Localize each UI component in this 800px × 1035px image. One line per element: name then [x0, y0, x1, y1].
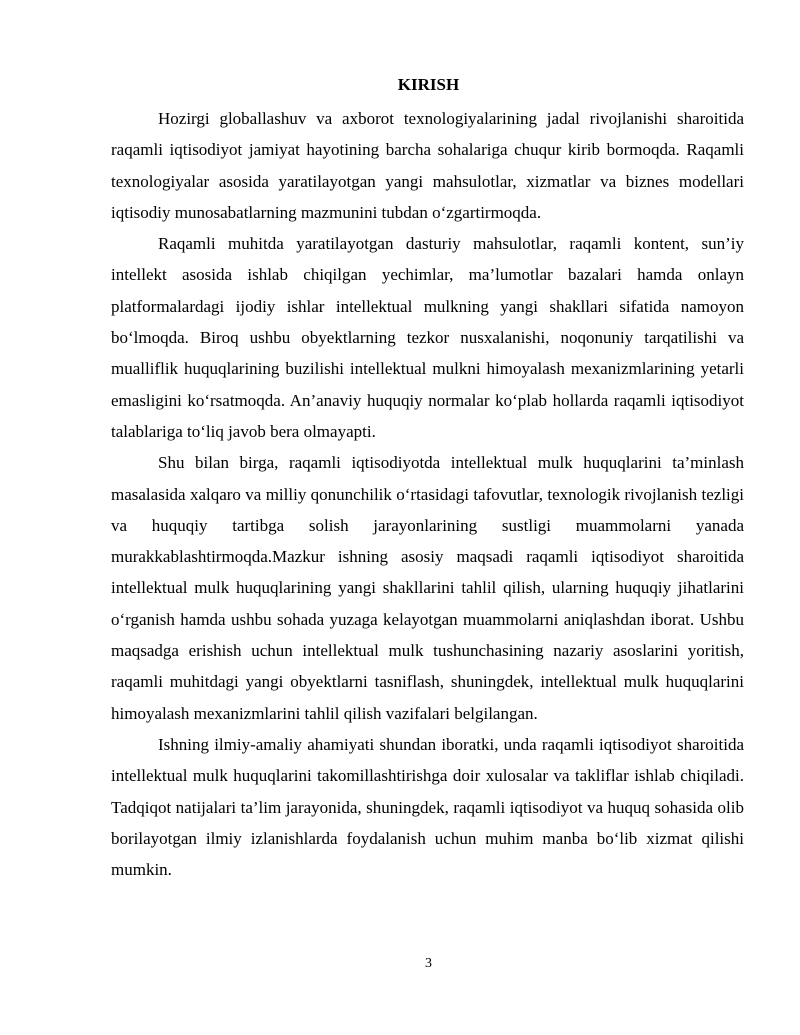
paragraph-1: Hozirgi globallashuv va axborot texnologiyalarining jadal rivojlanishi sharoitida raqamli iqtisodiyot jamiyat hayotining barcha sohalariga chuqur kirib bormoqda. Raqamli texnologiyalar asosida yaratilayotgan yangi mahsulotlar, xizmatlar va biznes modellari iqtisodiy munosabatlarning mazmunini tubdan o‘zgartirmoqda.: [111, 109, 744, 222]
paragraph-4: Ishning ilmiy-amaliy ahamiyati shundan iboratki, unda raqamli iqtisodiyot sharoitida intellektual mulk huquqlarini takomillashtirishga doir xulosalar va takliflar ishlab chiqiladi. Tadqiqot natijalari ta’lim jarayonida, shuningdek, raqamli iqtisodiyot va huquq sohasida olib borilayotgan ilmiy izlanishlarda foydalanish uchun muhim manba bo‘lib xizmat qilishi mumkin.: [111, 734, 744, 880]
paragraph-3: Shu bilan birga, raqamli iqtisodiyotda intellektual mulk huquqlarini ta’minlash masalasida xalqaro va milliy qonunchilik o‘rtasidagi tafovutlar, texnologik rivojlanish tezligi va huquqiy tartibga solish jarayonlarining sustligi muammolarni yanada murakkablashtirmoqda.Mazkur ishning asosiy maqsadi raqamli iqtisodiyot sharoitida intellektual mulk huquqlarining yangi shakllarini tahlil qilish, ularning huquqiy jihatlarini o‘rganish hamda ushbu sohada yuzaga kelayotgan muammolarni aniqlashdan iborat. Ushbu maqsadga erishish uchun intellektual mulk tushunchasining nazariy asoslarini yoritish, raqamli muhitdagi yangi obyektlarni tasniflash, shuningdek, intellektual mulk huquqlarini himoyalash mexanizmlarini tahlil qilish vazifalari belgilangan.: [111, 453, 744, 723]
page-number: 3: [425, 956, 432, 971]
body-text: [111, 103, 744, 885]
section-heading: KIRISH: [397, 75, 460, 94]
paragraph-2: Raqamli muhitda yaratilayotgan dasturiy mahsulotlar, raqamli kontent, sun’iy intellekt asosida ishlab chiqilgan yechimlar, ma’lumotlar bazalari hamda onlayn platformalardagi ijodiy ishlar intellektual mulkning yangi shakllari sifatida namoyon bo‘lmoqda. Biroq ushbu obyektlarning tezkor nusxalanishi, noqonuniy tarqatilishi va mualliflik huquqlarining buzilishi intellektual mulkni himoyalash mexanizmlarining yetarli emasligini ko‘rsatmoqda. An’anaviy huquqiy normalar ko‘plab hollarda raqamli iqtisodiyot talablariga to‘liq javob bera olmayapti.: [111, 234, 744, 441]
